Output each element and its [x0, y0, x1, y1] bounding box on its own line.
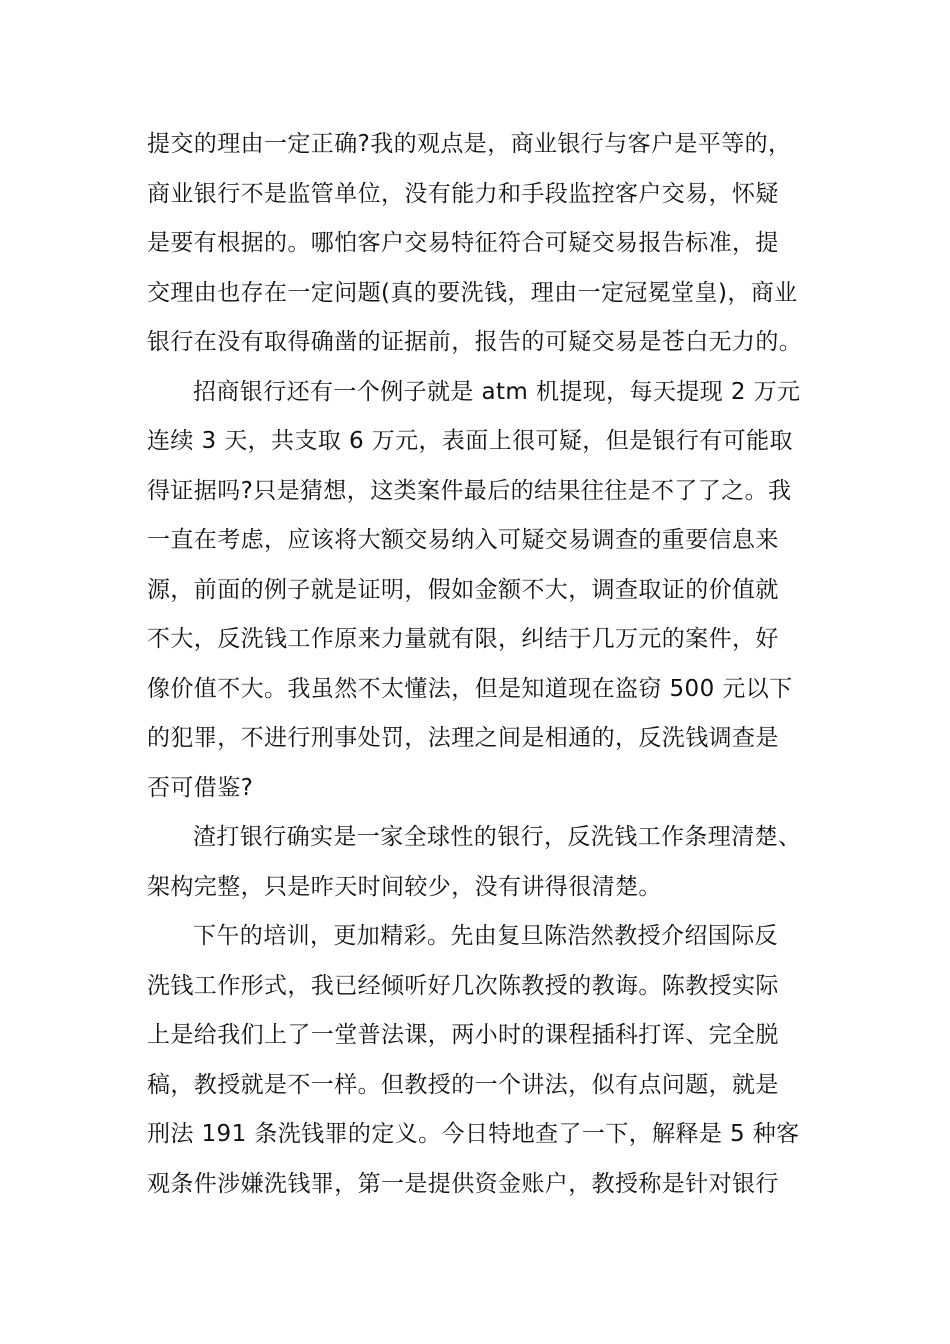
text-line: 洗钱工作形式，我已经倾听好几次陈教授的教诲。陈教授实际	[147, 972, 779, 999]
text-line: 观条件涉嫌洗钱罪，第一是提供资金账户，教授称是针对银行	[147, 1170, 779, 1197]
text-line: 交理由也存在一定问题(真的要洗钱，理由一定冠冕堂皇)，商业	[147, 279, 798, 306]
paragraph-start-line: 招商银行还有一个例子就是 atm 机提现，每天提现 2 万元	[193, 378, 801, 405]
text-line: 稿，教授就是不一样。但教授的一个讲法，似有点问题，就是	[147, 1071, 779, 1098]
text-line: 刑法 191 条洗钱罪的定义。今日特地查了一下，解释是 5 种客	[147, 1121, 800, 1147]
text-line: 不大，反洗钱工作原来力量就有限，纠结于几万元的案件，好	[147, 626, 779, 652]
paragraph-start-line: 渣打银行确实是一家全球性的银行，反洗钱工作条理清楚、	[193, 824, 802, 850]
text-line: 像价值不大。我虽然不太懂法，但是知道现在盗窃 500 元以下	[147, 675, 793, 702]
text-line: 源，前面的例子就是证明，假如金额不大，调查取证的价值就	[147, 576, 779, 603]
text-line: 否可借鉴?	[147, 774, 254, 801]
text-line: 是要有根据的。哪怕客户交易特征符合可疑交易报告标准，提	[147, 230, 779, 256]
text-line: 提交的理由一定正确?我的观点是，商业银行与客户是平等的，	[147, 131, 792, 157]
text-line: 的犯罪，不进行刑事处罚，法理之间是相通的，反洗钱调查是	[147, 725, 779, 751]
text-line: 上是给我们上了一堂普法课，两小时的课程插科打诨、完全脱	[147, 1022, 779, 1048]
text-line: 连续 3 天，共支取 6 万元，表面上很可疑，但是银行有可能取	[147, 428, 793, 454]
text-line: 银行在没有取得确凿的证据前，报告的可疑交易是苍白无力的。	[147, 329, 803, 355]
text-line: 得证据吗?只是猜想，这类案件最后的结果往往是不了了之。我	[147, 477, 792, 504]
text-line: 架构完整，只是昨天时间较少，没有讲得很清楚。	[147, 873, 662, 900]
paragraph-start-line: 下午的培训，更加精彩。先由复旦陈浩然教授介绍国际反	[193, 923, 778, 949]
document-body	[147, 120, 812, 1209]
text-line: 一直在考虑，应该将大额交易纳入可疑交易调查的重要信息来	[147, 527, 779, 553]
text-line: 商业银行不是监管单位，没有能力和手段监控客户交易，怀疑	[147, 180, 779, 207]
